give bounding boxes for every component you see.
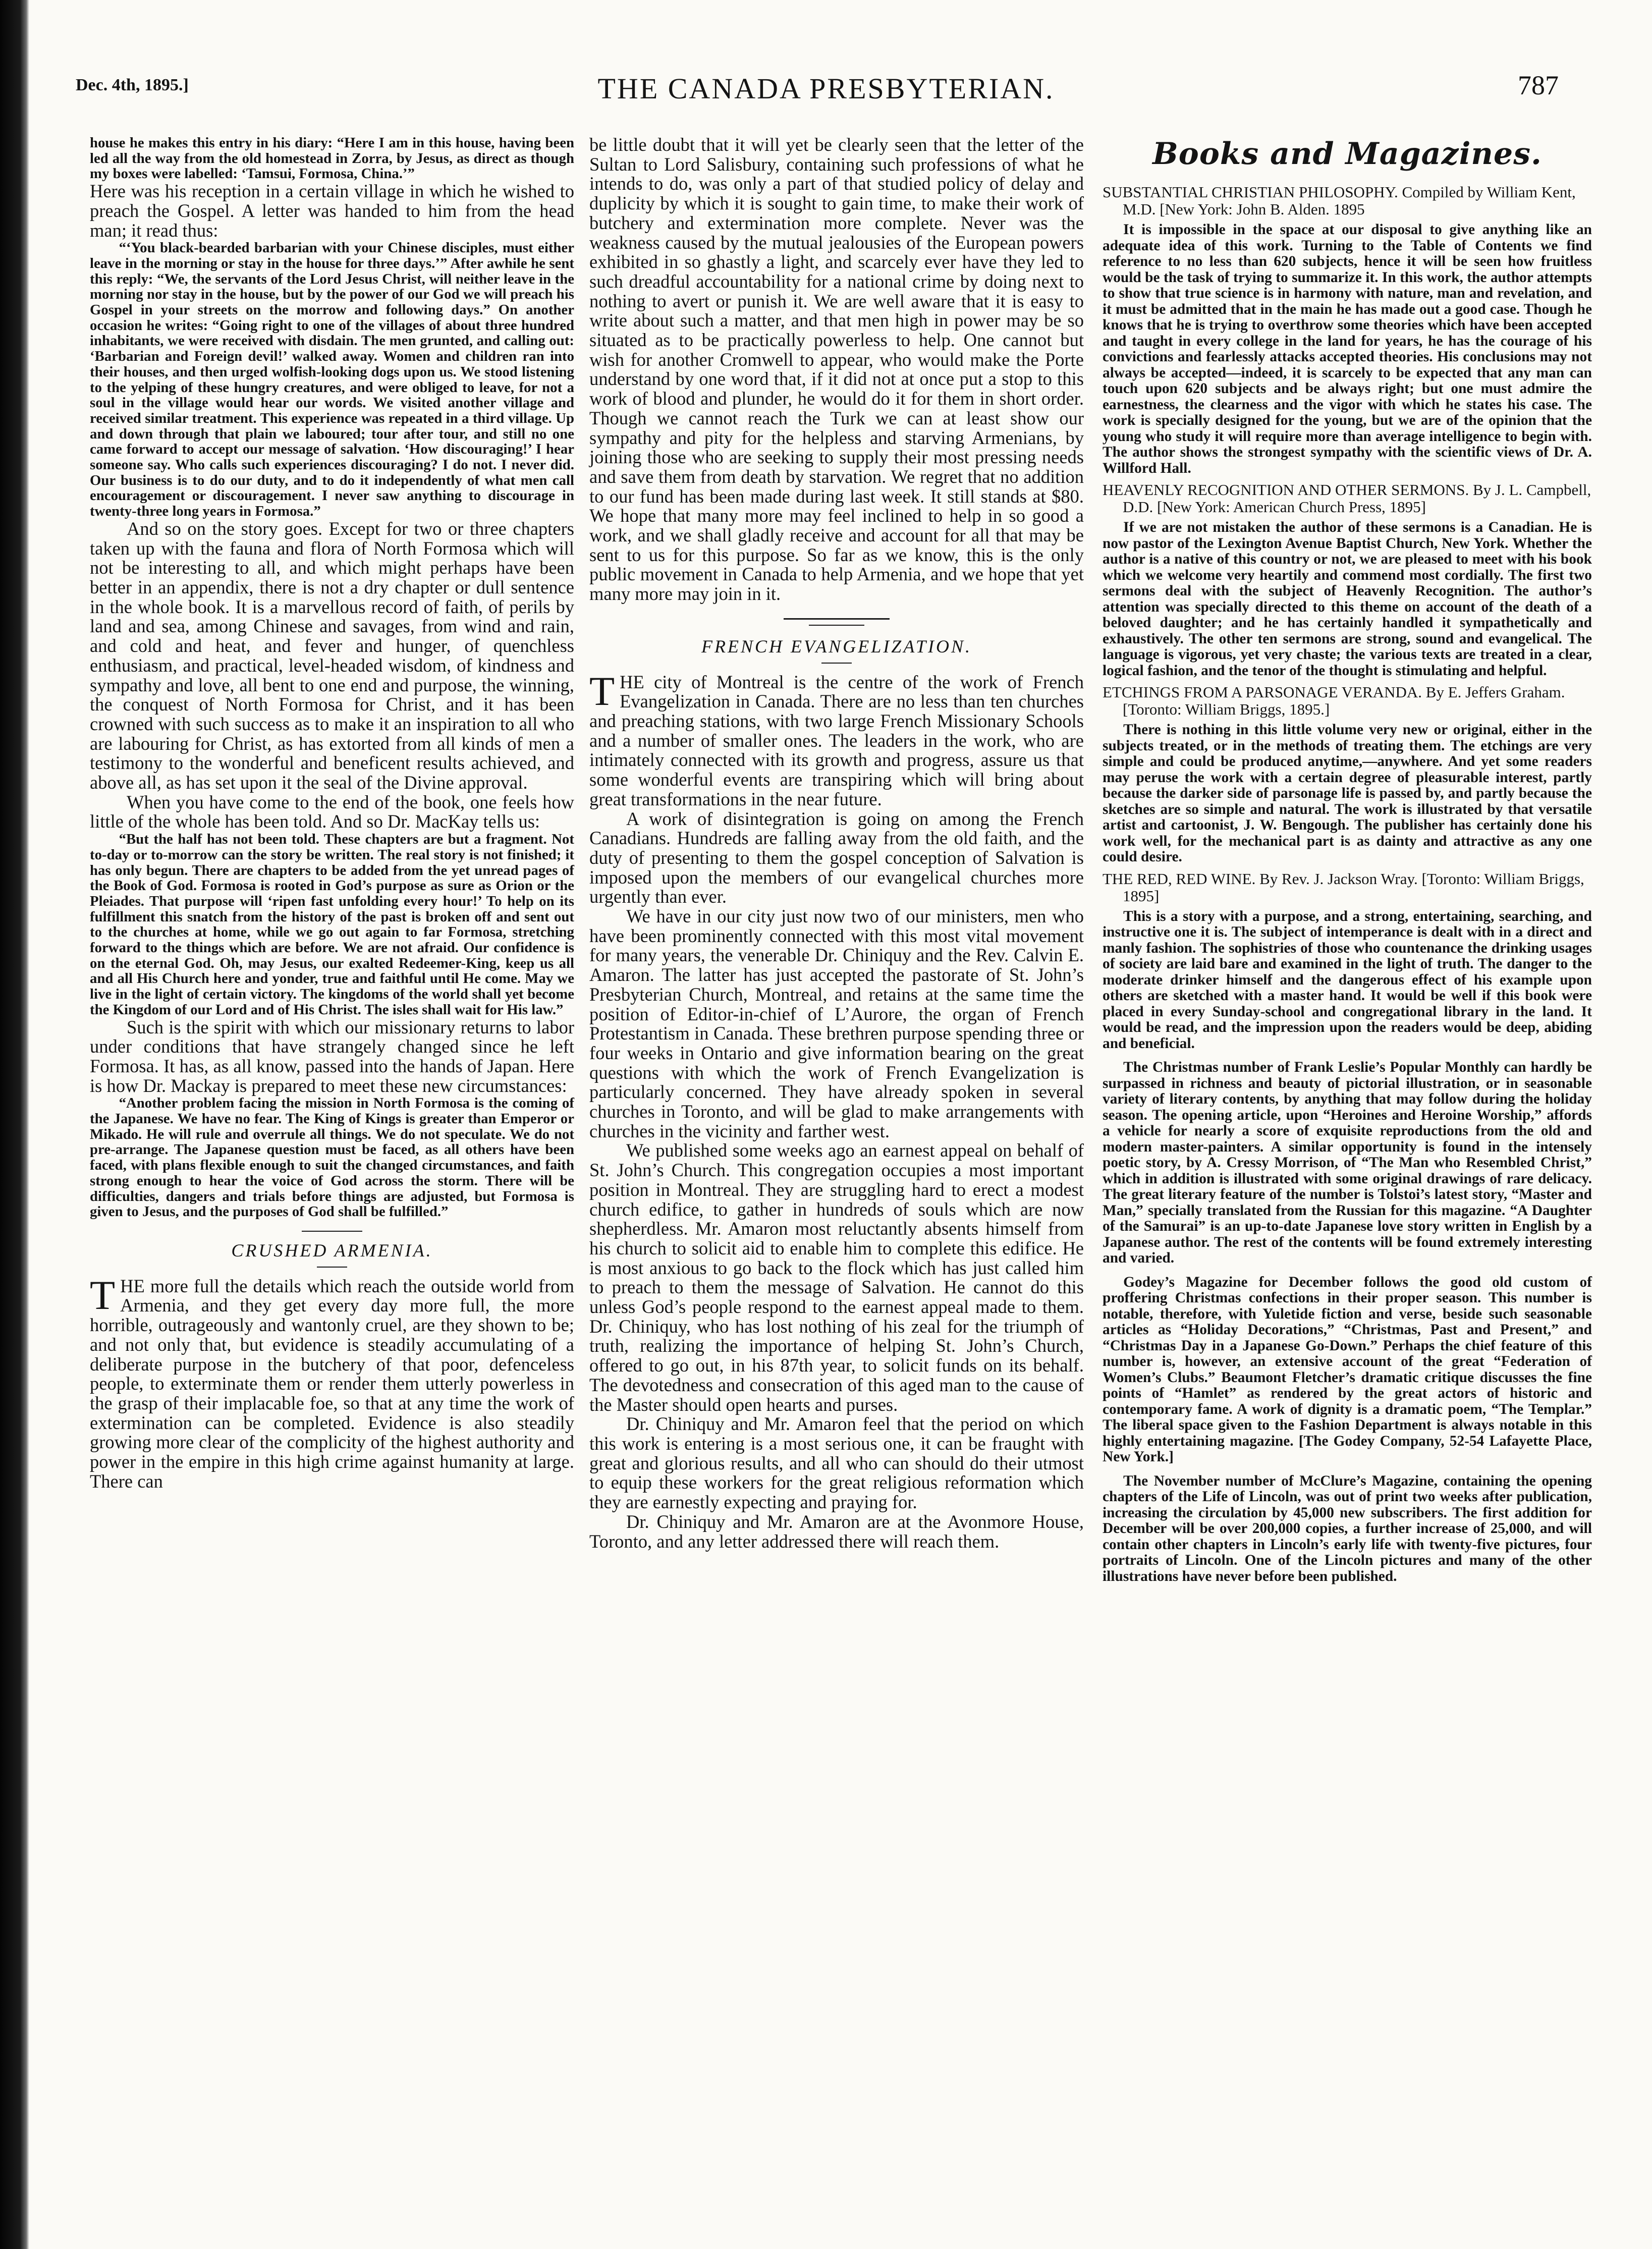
magazine-notice: The Christmas number of Frank Leslie’s Popular Monthly can hardly be surpassed in richness and beauty of pictorial illustration, or in seasonable variety of literary contents, by anything that may follow during the holiday season. The opening article, upon “Heroines and Heroine Worship,” affords a vehicle for nearly a score of exquisite reproductions from the old and modern master-painters. A similar opportunity is found in the intensely poetic story, by A. Cressy Morrison, of “The Man who Resembled Christ,” which in addition is illustrated with some original drawings of rare delicacy. The great literary feature of the number is Tolstoi’s latest story, “Master and Man,” specially translated from the Russian for this magazine. “A Daughter of the Samurai” is an up-to-date Japanese love story written in English by a Japanese author. The rest of the contents will be found extremely interesting and varied. bbox=[1103, 1059, 1592, 1266]
review-title: SUBSTANTIAL CHRISTIAN PHILOSOPHY. Compiled by William Kent, M.D. [New York: John B. Alden. 1895 bbox=[1103, 183, 1576, 218]
heading-underline bbox=[821, 663, 852, 664]
page-binding-edge bbox=[0, 0, 29, 2249]
section-divider-thin bbox=[809, 625, 864, 626]
section-divider bbox=[784, 618, 890, 620]
review-title: THE RED, RED WINE. By Rev. J. Jackson Wray. [Toronto: William Briggs, 1895] bbox=[1103, 869, 1584, 905]
magazine-notice: The November number of McClure’s Magazine, containing the opening chapters of the Life of Lincoln, was out of print two weeks after publication, increasing the circulation by 45,000 new subscribers. The first addition for December will be over 200,000 copies, a further increase of 25,000, and will contain other chapters in Lincoln’s early life with twenty-five pictures, four portraits of Lincoln. One of the Lincoln pictures and many of the other illustrations have never before been published. bbox=[1103, 1472, 1592, 1584]
masthead-title: THE CANADA PRESBYTERIAN. bbox=[597, 72, 1055, 105]
review-text: If we are not mistaken the author of these sermons is a Canadian. He is now pastor of the Lexington Avenue Baptist Church, New York. Whether the author is a native of this country or not, we are pleased to meet with his book which we welcome very heartily and commend most cordially. The first two sermons deal with the subject of Heavenly Recognition. The author’s attention was specially directed to this theme on account of the death of a beloved daughter; and he has certainly handled it sympathetically and exhaustively. The other ten sermons are strong, sound and evangelical. The language is vigorous, yet very chaste; the various texts are treated in a clear, logical fashion, and the tenor of the thought is stimulating and helpful. bbox=[1103, 519, 1592, 679]
block-quote: “Another problem facing the mission in North Formosa is the coming of the Japanese. We have no fear. The King of Kings is greater than Emperor or Mikado. He will rule and overrule all things. We do not speculate. We do not pre-arrange. The Japanese question must be faced, as all others have been faced, with plans flexible enough to suit the changed circumstances, and faith strong enough to hear the voice of God across the storm. There will be difficulties, dangers and trials before things are adjusted, but Formosa is given to Jesus, and the purposes of God shall be fulfilled.” bbox=[90, 1095, 574, 1220]
block-quote: “‘You black-bearded barbarian with your Chinese disciples, must either leave in the morning or stay in the house for three days.’” After awhile he sent this reply: “We, the servants of the Lord Jesus Christ, will neither leave in the morning nor stay in the house, but by the power of our God we will preach his Gospel in your streets on the morrow and following days.” On another occasion he writes: “Going right to one of the villages of about three hundred inhabitants, we were received with disdain. The men grunted, and calling out: ‘Barbarian and Foreign devil!’ walked away. Women and children ran into their houses, and then urged wolfish-looking dogs upon us. We stood listening to the yelping of these hungry creatures, and were obliged to leave, for not a soul in the village would hear our words. We visited another village and received similar treatment. This experience was repeated in a third village. Up and down through that plain we laboured; tour after tour, and still no one came forward to accept our message of salvation. ‘How discouraging!’ I hear someone say. Who calls such experiences discouraging? I do not. I never did. Our business is to do our duty, and to do it independently of what men call encouragement or discouragement. I never saw anything to discourage in twenty-three long years in Formosa.” bbox=[90, 240, 574, 520]
heading-underline bbox=[317, 1267, 347, 1268]
article-text bbox=[589, 668, 1084, 809]
body-paragraph: When you have come to the end of the book, one feels how little of the whole has been told. And so Dr. MacKay tells us: bbox=[90, 791, 574, 832]
body-paragraph: Here was his reception in a certain village in which he wished to preach the Gospel. A letter was handed to him from the head man; it read thus: bbox=[90, 181, 574, 241]
french-paragraph-5: Dr. Chiniquy and Mr. Amaron feel that the period on which this work is entering is a most serious one, it can be fraught with great and glorious results, and all who can should do their utmost to equip these workers for the great religious reformation which they are earnestly expecting and praying for. bbox=[589, 1413, 1084, 1513]
french-paragraph-6: Dr. Chiniquy and Mr. Amaron are at the Avonmore House, Toronto, and any letter addressed there will reach them. bbox=[589, 1511, 1084, 1552]
review-text: This is a story with a purpose, and a strong, entertaining, searching, and instructive one it is. The subject of intemperance is dealt with in a direct and manly fashion. The sophistries of those who countenance the drinking usages of society are laid bare and examined in the light of truth. The danger to the moderate drinker himself and the dangerous effect of his example upon others are sketched with a master hand. It would be well if this book were placed in every Sunday-school and congregational library in the land. It would be read, and the impression upon the readers would be deep, abiding and beneficial. bbox=[1103, 908, 1592, 1052]
diary-entry-text: house he makes this entry in his diary: “Here I am in this house, having been led all the way from the old homestead in Zorra, by Jesus, as direct as though my boxes were labelled: ‘Tamsui, Formosa, China.’” bbox=[90, 135, 574, 182]
body-paragraph: Such is the spirit with which our missionary returns to labor under conditions that have strangely changed since he left Formosa. It has, as all know, passed into the hands of Japan. Here is how Dr. Mackay is prepared to meet these new circumstances: bbox=[90, 1016, 574, 1096]
review-title: HEAVENLY RECOGNITION AND OTHER SERMONS. By J. L. Campbell, D.D. [New York: American Church Press, 1895] bbox=[1103, 481, 1591, 516]
issue-date: Dec. 4th, 1895.] bbox=[76, 76, 189, 94]
section-divider bbox=[302, 1231, 362, 1232]
block-quote: “But the half has not been told. These chapters are but a fragment. Not to-day or to-morrow can the story be written. The real story is not finished; it has only begun. There are chapters to be added from the yet unread pages of the Book of God. Formosa is rooted in God’s purpose as sure as Orion or the Pleiades. That purpose will ‘ripen fast unfolding every hour!’ To help on its fulfillment this snatch from the history of the past is broken off and sent out to the churches at home, while we go out again to far Formosa, stretching forward to the things which are before. We are not afraid. Our confidence is on the eternal God. Oh, may Jesus, our exalted Redeemer-King, keep us all and all His Church here and yonder, true and faithful until He come. May we live in the light of certain victory. The kingdoms of the world shall yet become the Kingdom of our Lord and of His Christ. The isles shall wait for His law.” bbox=[90, 831, 574, 1018]
review-text: It is impossible in the space at our disposal to give anything like an adequate idea of this work. Turning to the Table of Contents we find reference to no less than 620 subjects, hence it will be seen how fruitless would be the task of trying to summarize it. In this work, the author attempts to show that true science is in harmony with nature, man and revelation, and it must be admitted that in the main he has made out a good case. Though he knows that he is trying to overthrow some theories which have been accepted and taught in every college in the land for years, he has the courage of his convictions and fearlessly attacks accepted theories. His conclusions may not always be accepted—indeed, it is scarcely to be expected that any man can touch upon 620 subjects and be always right; but one must admire the earnestness, the clearness and the vigor with which he states his case. The work is specially designed for the young, but we are of the opinion that the young who study it will require more than average intelligence to begin with. The author shows the strongest sympathy with the scientific views of Dr. A. Willford Hall. bbox=[1103, 222, 1592, 476]
french-paragraph-2: A work of disintegration is going on among the French Canadians. Hundreds are falling away from the old faith, and the duty of presenting to them the gospel conception of Salvation is imposed upon the members of our evangelical churches more urgently than ever. bbox=[589, 808, 1084, 907]
drop-cap: T bbox=[589, 668, 615, 714]
article-heading-french-evangelization: FRENCH EVANGELIZATION. bbox=[701, 636, 972, 656]
section-title-books-magazines: Books and Magazines. bbox=[1152, 136, 1542, 172]
column-three bbox=[1103, 135, 1592, 1584]
article-armenia-continued: be little doubt that it will yet be clearly seen that the letter of the Sultan to Lord Salisbury, containing such professions of what he intends to do, was only a part of that studied policy of delay and duplicity by which it is sought to gain time, to make their work of butchery and extermination more complete. Never was the weakness caused by the mutual jealousies of the European powers exhibited in so ghastly a light, and scarcely ever have they led to such dreadful accountability for a national crime by doing next to nothing to avert or punish it. We are well aware that it is easy to write about such a matter, and that men high in power may be so situated as to be practically powerless to help. One cannot but wish for another Cromwell to appear, who would make the Porte understand by one word that, if it did not at once put a stop to this work of blood and plunder, he would do it for them in short order. Though we cannot reach the Turk we can at least show our sympathy and pity for the helpless and starving Armenians, by joining those who are seeking to supply their most pressing needs and save them from death by starvation. We regret that no addition to our fund has been made during last week. It still stands at $80. We hope that many more may feel inclined to help in so good a work, and we shall gladly receive and account for all that may be sent to us for this purpose. So far as we know, this is the only public movement in Canada to help Armenia, and we hope that yet many more may join in it. bbox=[589, 134, 1084, 605]
column-two bbox=[589, 135, 1084, 1551]
review-text: There is nothing in this little volume very new or original, either in the subjects treated, or in the methods of treating them. The etchings are very simple and could be produced anytime,—anywhere. And yet some readers may peruse the work with a certain degree of pleasurable interest, partly because the darker side of parsonage life is passed by, and partly because the sketches are so simple and natural. The work is illustrated by that versatile artist and cartoonist, J. W. Bengough. The publisher has certainly done his work well, for the mechanical part is as dainty and attractive as any one could desire. bbox=[1103, 722, 1592, 865]
french-paragraph-1: HE city of Montreal is the centre of the work of French Evangelization in Canada. There are no less than ten churches and preaching stations, with two large French Missionary Schools and a number of smaller ones. The leaders in the work, who are intimately connected with its growth and progress, assure us that some wonderful events are transpiring which will bring about great transformations in the near future. bbox=[589, 671, 1084, 809]
page-number: 787 bbox=[1518, 70, 1559, 100]
french-paragraph-4: We published some weeks ago an earnest appeal on behalf of St. John’s Church. This congregation occupies a most important position in Montreal. They are struggling hard to erect a modest church edifice, to gather in hundreds of souls which are now shepherdless. Mr. Amaron most reluctantly absents himself from his church to solicit aid to enable him to complete this edifice. He is most anxious to go back to the flock which has just called him to preach to them the message of Salvation. He cannot do this unless God’s people respond to the earnest appeal made to them. Dr. Chiniquy, who has lost nothing of his zeal for the triumph of truth, realizing the importance of helping St. John’s Church, offered to go out, in his 87th year, to solicit funds on its behalf. The devotedness and consecration of this aged man to the cause of the Master should open hearts and purses. bbox=[589, 1140, 1084, 1415]
column-one bbox=[90, 135, 574, 1491]
review-title: ETCHINGS FROM A PARSONAGE VERANDA. By E. Jeffers Graham. [Toronto: William Briggs, 1895.] bbox=[1103, 683, 1565, 718]
french-paragraph-3: We have in our city just now two of our ministers, men who have been prominently connected with this most vital movement for many years, the venerable Dr. Chiniquy and the Rev. Calvin E. Amaron. The latter has just accepted the pastorate of St. John’s Presbyterian Church, Montreal, and retains at the same time the position of Editor-in-chief of L’Aurore, the organ of French Protestantism in Canada. These brethren purpose spending three or four weeks in Ontario and give information bearing on the great questions with which the work of French Evangelization is particularly concerned. They have already spoken in several churches in Toronto, and will be glad to make arrangements with churches in the vicinity and farther west. bbox=[589, 906, 1084, 1141]
body-paragraph: And so on the story goes. Except for two or three chapters taken up with the fauna and flora of North Formosa which will not be interesting to all, and which might perhaps have been better in an appendix, there is not a dry chapter or dull sentence in the whole book. It is a marvellous record of faith, of perils by land and sea, among Chinese and savages, from wind and rain, and cold and heat, and fever and hunger, of quenchless enthusiasm, and practical, level-headed wisdom, of kindness and sympathy and love, all bent to one end and purpose, the winning, the conquest of North Formosa for Christ, and it has been crowned with such success as to make it an inspiration to all who are labouring for Christ, as has extorted from all kinds of men a testimony to the wonderful and beneficent results achieved, and above all, as has set upon it the seal of the Divine approval. bbox=[90, 518, 574, 793]
drop-cap: T bbox=[90, 1272, 116, 1318]
magazine-notice: Godey’s Magazine for December follows the good old custom of proffering Christmas confections in their proper season. This number is notable, therefore, with Yuletide fiction and verse, beside such seasonable articles as “Holiday Decorations,” “Christmas, Past and Present,” and “Christmas Day in a Japanese Go-Down.” Perhaps the chief feature of this number is, however, an extensive account of the great “Federation of Women’s Clubs.” Beaumont Fletcher’s dramatic critique discusses the fine points of “Hamlet” as rendered by the great actors of historic and contemporary fame. A work of dignity is a dramatic poem, “The Templar.” The liberal space given to the Fashion Department is always notable in this highly entertaining magazine. [The Godey Company, 52-54 Lafayette Place, New York.] bbox=[1103, 1274, 1592, 1465]
article-heading-crushed-armenia: CRUSHED ARMENIA. bbox=[231, 1240, 433, 1260]
article-armenia-text: HE more full the details which reach the outside world from Armenia, and they get every day more full, the more horrible, outrageously and wantonly cruel, are they shown to be; and not only that, but evidence is steadily accumulating of a deliberate purpose in the butchery of that poor, defenceless people, to exterminate them or render them utterly powerless in the grasp of their implacable foe, so that at any time the work of extermination can be completed. Evidence is also steadily growing more clear of the complicity of the highest authority and power in the empire in this high crime against humanity at large. There can bbox=[90, 1275, 574, 1492]
article-text bbox=[90, 1272, 574, 1492]
